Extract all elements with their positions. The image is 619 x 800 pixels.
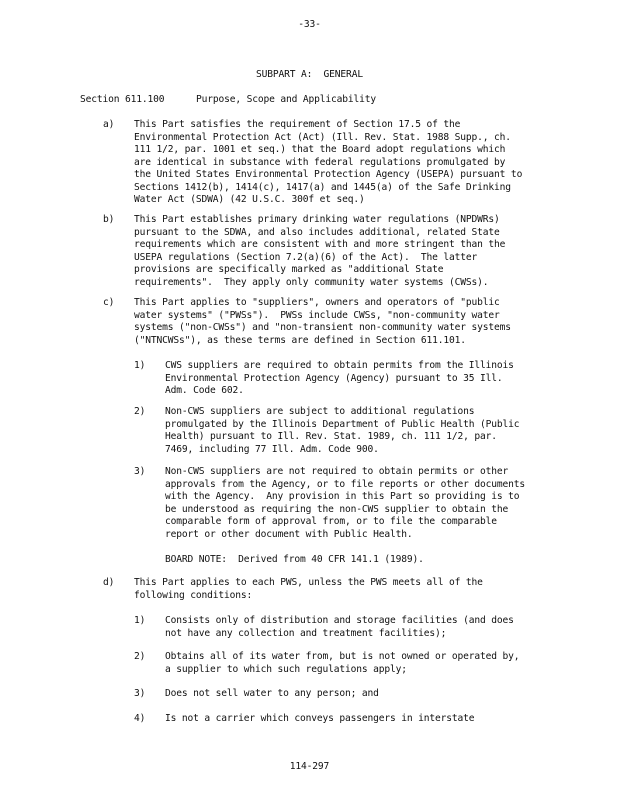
item-d1-line: Consists only of distribution and storage facilities (and does bbox=[165, 615, 514, 626]
item-b-text bbox=[134, 214, 505, 289]
item-c3-line: Non-CWS suppliers are not required to obtain permits or other bbox=[165, 466, 509, 477]
item-d-text bbox=[134, 577, 483, 602]
item-c-text bbox=[134, 297, 511, 347]
item-b-line: requirements". They apply only community water systems (CWSs). bbox=[134, 276, 489, 288]
item-c1-line: CWS suppliers are required to obtain permits from the Illinois bbox=[165, 360, 514, 371]
item-c3-line: with the Agency. Any provision in this Part so providing is to bbox=[165, 491, 520, 502]
item-c1-label: 1) bbox=[134, 360, 146, 371]
item-a-line: Water Act (SDWA) (42 U.S.C. 300f et seq.) bbox=[134, 194, 365, 205]
item-a-text bbox=[134, 119, 522, 207]
item-c2-label: 2) bbox=[134, 406, 146, 417]
item-c1-text bbox=[165, 360, 514, 398]
item-a-line: Environmental Protection Act (Act) (Ill. Rev. Stat. 1988 Supp., ch. bbox=[134, 131, 511, 143]
item-c-line: systems ("non-CWSs") and "non-transient non-community water systems bbox=[134, 322, 511, 333]
item-a-line: This Part satisfies the requirement of Section 17.5 of the bbox=[134, 119, 461, 130]
item-c3-label: 3) bbox=[134, 466, 146, 477]
item-c1-line: Adm. Code 602. bbox=[165, 385, 244, 396]
item-c-line: ("NTNCWSs"), as these terms are defined in Section 611.101. bbox=[134, 334, 466, 346]
item-d-label: d) bbox=[103, 577, 115, 588]
item-d2-text bbox=[165, 651, 519, 676]
section-title: Purpose, Scope and Applicability bbox=[196, 94, 377, 105]
item-d3-line: Does not sell water to any person; and bbox=[165, 688, 379, 699]
item-d-line: This Part applies to each PWS, unless the PWS meets all of the bbox=[134, 577, 483, 588]
item-d-line: following conditions: bbox=[134, 589, 253, 601]
item-c2-line: promulgated by the Illinois Department of Public Health (Public bbox=[165, 418, 520, 430]
item-c-line: water systems" ("PWSs"). PWSs include CWSs, "non-community water bbox=[134, 309, 500, 321]
item-d4-line: Is not a carrier which conveys passengers in interstate bbox=[165, 713, 475, 724]
item-c3-text bbox=[165, 466, 525, 541]
subpart-heading: SUBPART A: GENERAL bbox=[256, 69, 363, 80]
item-a-line: Sections 1412(b), 1414(c), 1417(a) and 1445(a) of the Safe Drinking bbox=[134, 181, 511, 193]
item-d2-line: a supplier to which such regulations apply; bbox=[165, 663, 407, 675]
item-c2-text bbox=[165, 406, 519, 456]
item-d1-line: not have any collection and treatment facilities); bbox=[165, 627, 447, 639]
item-d2-label: 2) bbox=[134, 651, 146, 662]
item-d1-label: 1) bbox=[134, 615, 146, 626]
page-footer: 114-297 bbox=[289, 761, 330, 772]
item-c1-line: Environmental Protection Agency (Agency) pursuant to 35 Ill. bbox=[165, 372, 503, 384]
item-a-line: the United States Environmental Protection Agency (USEPA) pursuant to bbox=[134, 169, 523, 180]
item-d4-label: 4) bbox=[134, 713, 146, 724]
item-b-line: USEPA regulations (Section 7.2(a)(6) of the Act). The latter bbox=[134, 251, 478, 263]
item-b-line: This Part establishes primary drinking water regulations (NPDWRs) bbox=[134, 214, 500, 225]
item-b-line: pursuant to the SDWA, and also includes additional, related State bbox=[134, 226, 500, 238]
item-c2-line: Non-CWS suppliers are subject to additional regulations bbox=[165, 406, 475, 417]
item-c3-line: be understood as requiring the non-CWS supplier to obtain the bbox=[165, 503, 509, 515]
item-b-line: provisions are specifically marked as "additional State bbox=[134, 264, 444, 275]
item-c2-line: Health) pursuant to Ill. Rev. Stat. 1989, ch. 111 1/2, par. bbox=[165, 431, 497, 442]
item-c3-line: approvals from the Agency, or to file reports or other documents bbox=[165, 478, 526, 490]
item-c3-line: report or other document with Public Health. bbox=[165, 528, 413, 540]
board-note: BOARD NOTE: Derived from 40 CFR 141.1 (1989). bbox=[165, 554, 424, 565]
item-b-line: requirements which are consistent with and more stringent than the bbox=[134, 239, 506, 250]
item-c2-line: 7469, including 77 Ill. Adm. Code 900. bbox=[165, 443, 379, 455]
item-a-line: 111 1/2, par. 1001 et seq.) that the Board adopt regulations which bbox=[134, 144, 506, 155]
item-a-line: are identical in substance with federal regulations promulgated by bbox=[134, 156, 506, 168]
item-c-line: This Part applies to "suppliers", owners and operators of "public bbox=[134, 297, 500, 308]
item-c3-line: comparable form of approval from, or to file the comparable bbox=[165, 516, 497, 527]
item-a-label: a) bbox=[103, 119, 115, 130]
item-d1-text bbox=[165, 615, 514, 640]
item-d2-line: Obtains all of its water from, but is not owned or operated by, bbox=[165, 651, 520, 662]
page-number-top: -33- bbox=[298, 19, 321, 30]
item-d4-text bbox=[165, 713, 474, 726]
section-number: Section 611.100 bbox=[80, 94, 165, 105]
item-d3-label: 3) bbox=[134, 688, 146, 699]
item-b-label: b) bbox=[103, 214, 115, 225]
item-c-label: c) bbox=[103, 297, 115, 308]
item-d3-text bbox=[165, 688, 379, 701]
